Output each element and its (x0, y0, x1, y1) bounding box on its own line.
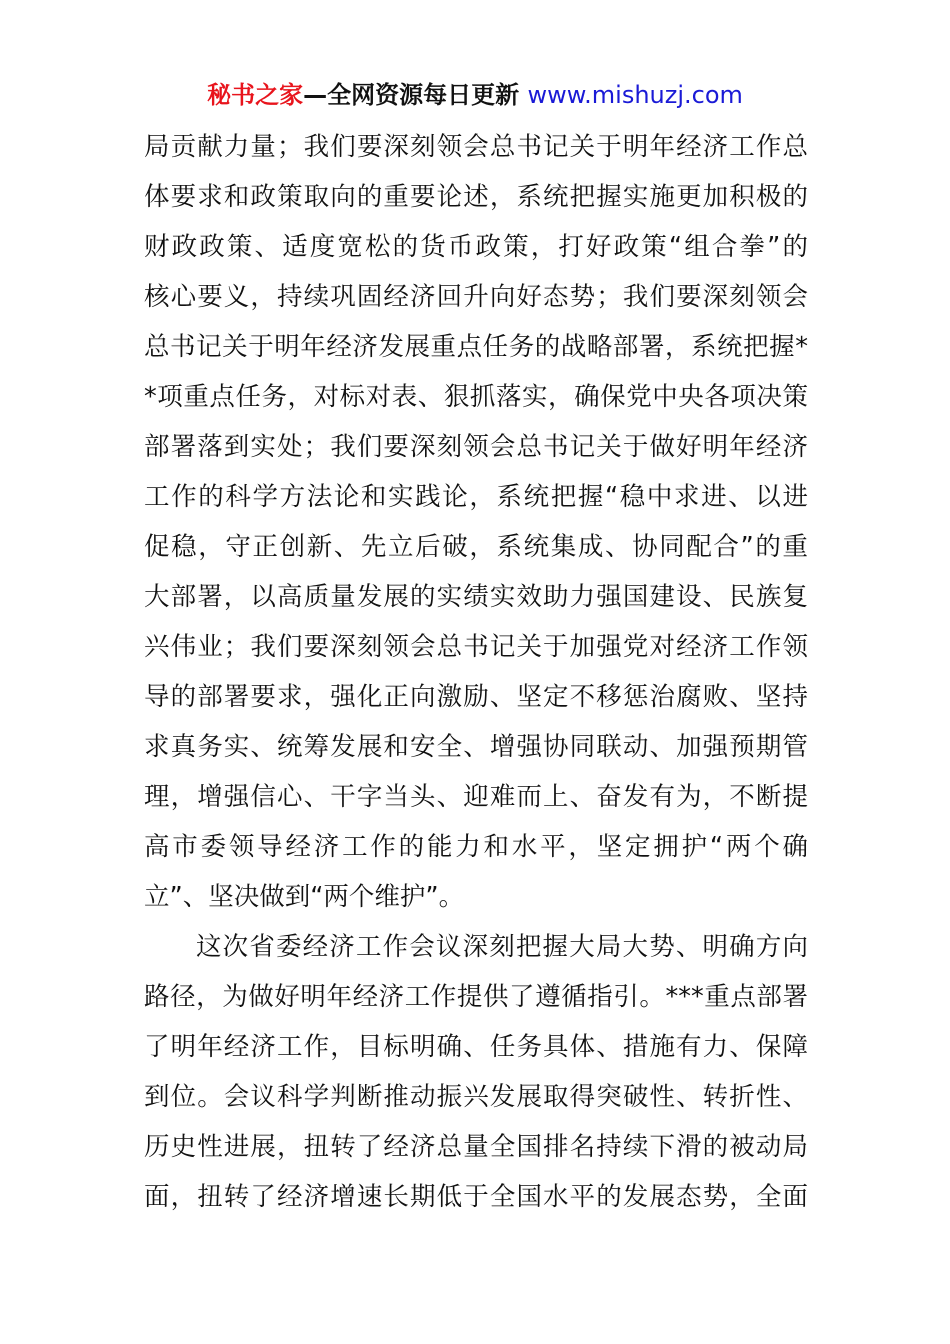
text-line: 理，增强信心、干字当头、迎难而上、奋发有为，不断提 (144, 782, 808, 812)
text-line: 工作的科学方法论和实践论，系统把握“稳中求进、以进 (144, 482, 808, 512)
text-line: 财政政策、适度宽松的货币政策，打好政策“组合拳”的 (144, 232, 808, 262)
text-line: 大部署，以高质量发展的实绩实效助力强国建设、民族复 (144, 582, 808, 612)
text-line: 这次省委经济工作会议深刻把握大局大势、明确方向 (196, 932, 808, 962)
text-line: 了明年经济工作，目标明确、任务具体、措施有力、保障 (144, 1032, 808, 1062)
paragraph-2 (144, 922, 808, 1222)
text-line: 路径，为做好明年经济工作提供了遵循指引。***重点部署 (144, 982, 808, 1012)
text-line: 体要求和政策取向的重要论述，系统把握实施更加积极的 (144, 182, 808, 212)
text-line: 面，扭转了经济增速长期低于全国水平的发展态势，全面 (144, 1182, 808, 1212)
text-line: 立”、坚决做到“两个维护”。 (144, 882, 465, 912)
page-header (0, 78, 950, 112)
text-line: 部署落到实处；我们要深刻领会总书记关于做好明年经济 (144, 432, 808, 462)
text-line: 高市委领导经济工作的能力和水平，坚定拥护“两个确 (144, 832, 808, 862)
text-line: 求真务实、统筹发展和安全、增强协同联动、加强预期管 (144, 732, 808, 762)
text-line: 促稳，守正创新、先立后破，系统集成、协同配合”的重 (144, 532, 808, 562)
text-line: 局贡献力量；我们要深刻领会总书记关于明年经济工作总 (144, 132, 808, 162)
header-slogan: —全网资源每日更新 (303, 81, 520, 109)
text-line: *项重点任务，对标对表、狠抓落实，确保党中央各项决策 (144, 382, 808, 412)
text-line: 到位。会议科学判断推动振兴发展取得突破性、转折性、 (144, 1082, 808, 1112)
paragraph-1 (144, 122, 808, 922)
text-line: 历史性进展，扭转了经济总量全国排名持续下滑的被动局 (144, 1132, 808, 1162)
text-line: 导的部署要求，强化正向激励、坚定不移惩治腐败、坚持 (144, 682, 808, 712)
text-line: 总书记关于明年经济发展重点任务的战略部署，系统把握* (144, 332, 808, 362)
header-url-link[interactable]: www.mishuzj.com (527, 81, 743, 109)
header-brand: 秘书之家 (207, 81, 304, 109)
text-line: 核心要义，持续巩固经济回升向好态势；我们要深刻领会 (144, 282, 808, 312)
text-line: 兴伟业；我们要深刻领会总书记关于加强党对经济工作领 (144, 632, 808, 662)
document-body (144, 122, 808, 1222)
